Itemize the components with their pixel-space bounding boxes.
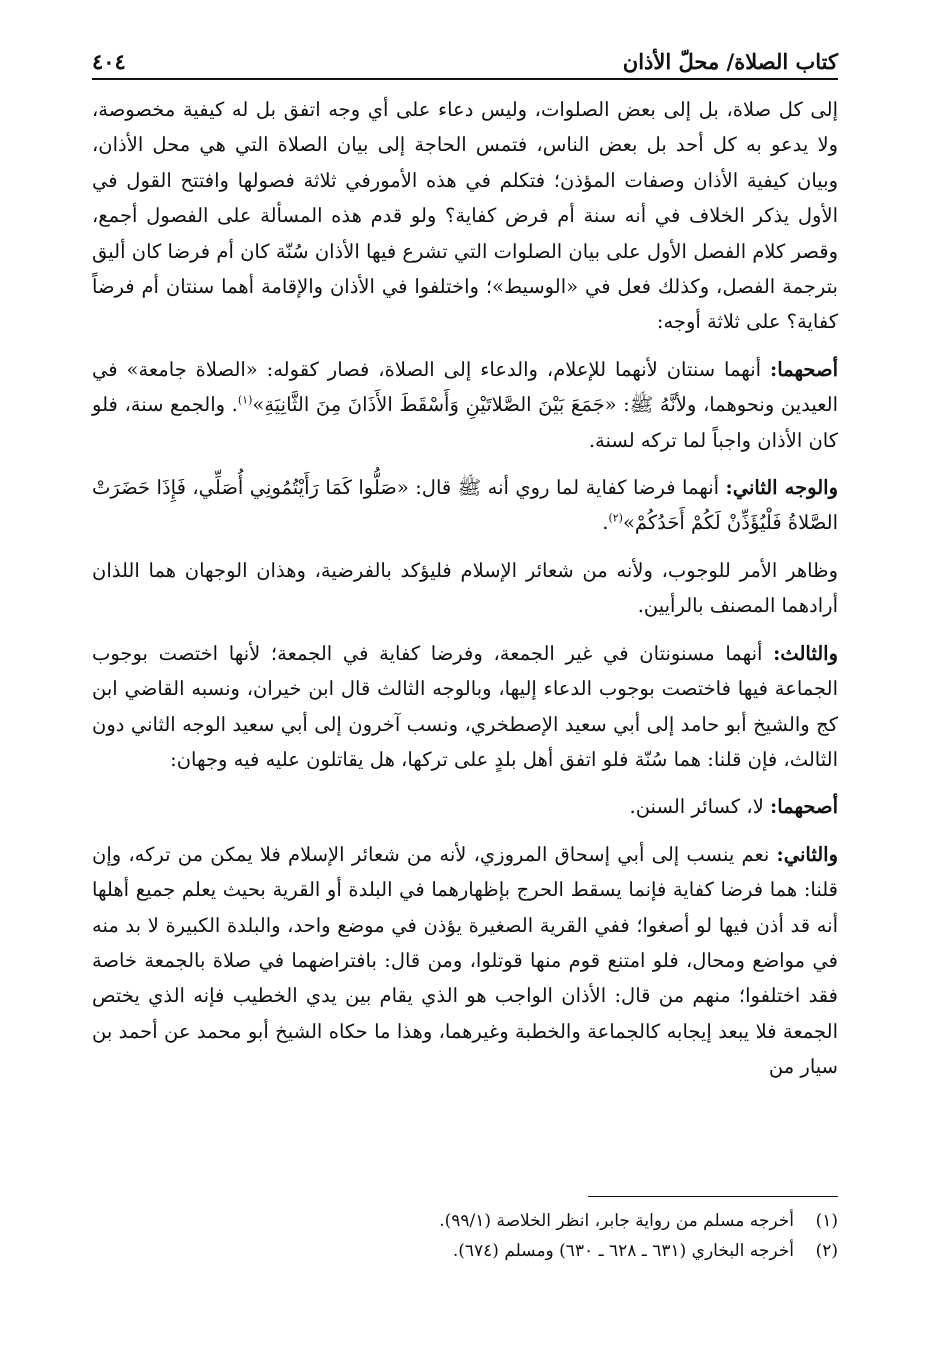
- paragraph-lead: والوجه الثاني:: [725, 476, 838, 500]
- paragraph-text-tail: . والجمع سنة، فلو كان الأذان واجباً لما تركه لسنة.: [92, 393, 838, 452]
- paragraph-text: وظاهر الأمر للوجوب، ولأنه من شعائر الإسلام فليؤكد بالفرضية، وهذان الوجهان هما اللذان أرادهما المصنف بالرأيين.: [92, 558, 838, 618]
- paragraph-apparent-command: [92, 553, 838, 624]
- footnote-text: أخرجه البخاري (٦٣١ ـ ٦٢٨ ـ ٦٣٠) ومسلم (٦٧٤).: [452, 1241, 794, 1261]
- footnote-text: أخرجه مسلم من رواية جابر، انظر الخلاصة (٩٩/١).: [439, 1211, 794, 1231]
- paragraph-second-view: [92, 470, 838, 541]
- footnote-ref-2[interactable]: (٢): [608, 511, 623, 525]
- paragraph-sounder-view: [92, 789, 838, 824]
- paragraph-text: أنهما فرضا كفاية لما روي أنه ﷺ قال: «صَلُّوا كَمَا رَأَيْتُمُونِي أُصَلِّي، فَإِذَا حَضَرَتْ الصَّلاةُ فَلْيُؤَذِّنْ لَكُمْ أَحَدُكُمْ»: [92, 476, 838, 535]
- paragraph-first-view: [92, 352, 838, 458]
- footnotes: [92, 1206, 838, 1266]
- paragraph-text: لا، كسائر السنن.: [629, 795, 764, 819]
- paragraph-lead: والثاني:: [776, 842, 838, 866]
- footnote-number: (٢): [815, 1241, 838, 1261]
- paragraph-lead: أصحهما:: [770, 357, 838, 381]
- paragraph-text: نعم ينسب إلى أبي إسحاق المروزي، لأنه من شعائر الإسلام فلا يمكن من تركه، وإن قلنا: هما فرضا كفاية فإنما يسقط الحرج بإظهارهما في البلدة أو القرية بحيث يعلم جميع أهلها أنه قد أذن فيها لو أصغوا؛ ففي القرية الصغيرة يؤذن في موضع واحد، والبلدة الكبيرة لا بد منه في مواضع ومحال، فلو امتنع قوم منها قوتلوا، ومن قال: بافتراضهما في صلاة بالجمعة خاصة فقد اختلفوا؛ منهم من قال: الأذان الواجب هو الذي يقام بين يدي الخطيب فإنه الذي يختص الجمعة فلا يبعد إيجابه كالجماعة والخطبة وغيرهما، وهذا ما حكاه الشيخ أبو محمد عن أحمد بن سيار من: [92, 842, 838, 1079]
- footnote-divider: [588, 1196, 838, 1197]
- footnote-number: (١): [815, 1211, 838, 1231]
- paragraph-text: إلى كل صلاة، بل إلى بعض الصلوات، وليس دعاء على أي وجه اتفق بل له كيفية مخصوصة، ولا يدعو به كل أحد بل بعض الناس، فتمس الحاجة إلى بيان الصلاة التي هي محل الأذان، وبيان كيفية الأذان وصفات المؤذن؛ فتكلم في هذه الأمورفي ثلاثة فصولها وافتتح القول في الأول يذكر الخلاف في أنه سنة أم فرض كفاية؟ ولو قدم هذه المسألة على الفصول أجمع، وقصر كلام الفصل الأول على بيان الصلوات التي تشرع فيها الأذان سُنّة كان أم فرضا كان أليق بترجمة الفصل، وكذلك فعل في «الوسيط»؛ واختلفوا في الأذان والإقامة أهما سنتان أم فرضاً كفاية؟ على ثلاثة أوجه:: [92, 98, 838, 334]
- header-title: كتاب الصلاة/ محلّ الأذان: [622, 49, 838, 74]
- footnote-item: [92, 1206, 838, 1236]
- paragraph-text-tail: .: [602, 511, 609, 535]
- running-header: [92, 28, 838, 74]
- paragraph-third-view: [92, 636, 838, 778]
- paragraph-lead: والثالث:: [773, 641, 838, 665]
- page-number: ٤٠٤: [92, 49, 126, 74]
- paragraph-lead: أصحهما:: [770, 795, 838, 819]
- footnote-ref-1[interactable]: (١): [237, 393, 253, 407]
- paragraph-second-opinion: [92, 837, 838, 1085]
- main-text: [92, 92, 838, 1097]
- paragraph-text: أنهما سنتان لأنهما للإعلام، والدعاء إلى الصلاة، فصار كقوله: «الصلاة جامعة» في العيدين ونحوهما، ولأنَّهُ ﷺ: «جَمَعَ بَيْنَ الصَّلاتَيْنِ وَأَسْقَطَ الأَذَانَ مِنَ الثَّانِيَةِ»: [92, 357, 839, 417]
- footnote-item: [92, 1236, 838, 1266]
- paragraph-text: أنهما مسنونتان في غير الجمعة، وفرضا كفاية في الجمعة؛ لأنها اختصت بوجوب الجماعة فيها فاختصت بوجوب الدعاء إليها، وبالوجه الثالث قال ابن خيران، ونسبه القاضي ابن كج والشيخ أبو حامد إلى أبي سعيد الإصطخري، ونسب آخرون إلى أبي سعيد الوجه الثاني دون الثالث، فإن قلنا: هما سُنّة فلو اتفق أهل بلدٍ على تركها، هل يقاتلون عليه فيه وجهان:: [92, 641, 838, 771]
- header-divider: [92, 78, 838, 80]
- paragraph-intro: [92, 92, 838, 340]
